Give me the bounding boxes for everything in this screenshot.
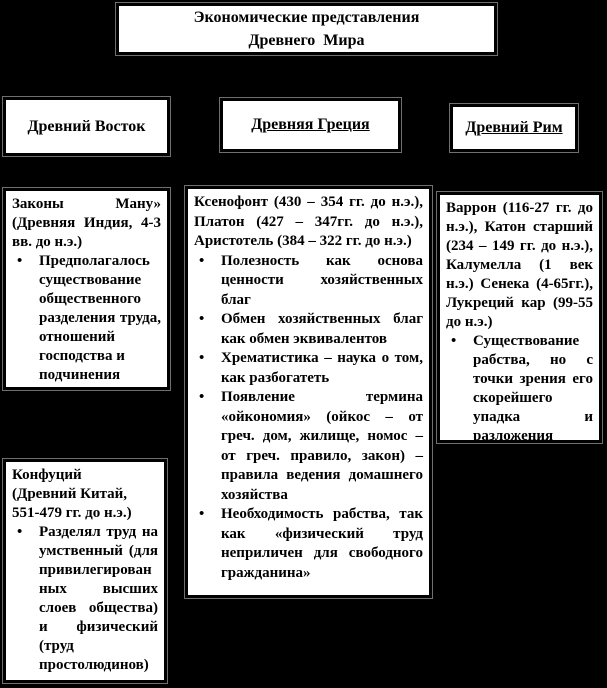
list-item bbox=[194, 349, 423, 388]
column-header-ancient-east bbox=[3, 97, 170, 156]
column-header-ancient-greece bbox=[220, 98, 401, 152]
bullet-marker: • bbox=[451, 333, 457, 349]
laws-of-manu-clipped-line: подчинения bbox=[39, 367, 121, 383]
diagram-title-box bbox=[116, 3, 497, 55]
list-item bbox=[194, 310, 423, 349]
bullet-marker: • bbox=[17, 253, 23, 269]
column-header-ancient-greece-label: Древняя Греция bbox=[251, 116, 370, 133]
list-item bbox=[194, 388, 423, 505]
list-item bbox=[446, 332, 593, 446]
diagram-title-line2: Древнего Мира bbox=[248, 32, 365, 49]
list-item bbox=[194, 505, 423, 583]
list-item bbox=[12, 252, 161, 383]
list-item bbox=[194, 252, 423, 311]
bullet-marker: • bbox=[199, 506, 205, 522]
greece-bullet-chrematistics: Хрематистика – наука о том, как разбогатеть bbox=[221, 350, 423, 386]
greece-bullet-slavery: Необходимость рабства, так как «физический труд неприличен для свободного гражданина» bbox=[221, 506, 423, 581]
rome-thinkers-heading: Варрон (116-27 гг. до н.э.), Катон старший (234 – 149 гг. до н.э.), Калумелла (1 век н.э.) Сенека (4-65гг.), Лукреций кар (99-55 до н.э.) bbox=[446, 200, 593, 330]
column-header-ancient-east-label: Древний Восток bbox=[27, 117, 146, 135]
bullet-marker: • bbox=[199, 389, 205, 405]
bullet-marker: • bbox=[199, 311, 205, 327]
confucius-heading: Конфуций (Древний Китай, 551-479 гг. до н.э.) bbox=[12, 467, 132, 521]
rome-bullet-slavery: Существование рабства, но с точки зрения его скорейшего упадка и разложения bbox=[473, 333, 593, 444]
bullet-marker: • bbox=[199, 350, 205, 366]
column-header-ancient-rome-label: Древний Рим bbox=[465, 119, 563, 136]
confucius-bullet-labour-division: Разделял труд на умственный (для привилегированных высших слоев общества) и физический (труд простолюдинов) bbox=[39, 524, 158, 673]
content-box-confucius bbox=[3, 459, 167, 683]
bullet-marker: • bbox=[199, 252, 205, 269]
greece-bullet-exchange: Обмен хозяйственных благ как обмен эквивалентов bbox=[221, 311, 423, 347]
laws-of-manu-heading: Законы Ману» (Древняя Индия, 4-3 вв. до н.э.) bbox=[12, 196, 161, 250]
laws-of-manu-bullet-text: Предполагалось существование общественного разделения труда, отношений господства и подчинения bbox=[39, 253, 161, 383]
greece-bullet-oikonomia: Появление термина «ойкономия» (ойкос – от греч. дом, жилище, номос – от греч. правило, закон) – правила ведения домашнего хозяйства bbox=[221, 389, 423, 503]
list-item bbox=[12, 523, 158, 675]
content-box-laws-of-manu bbox=[3, 188, 170, 390]
content-box-ancient-rome bbox=[437, 192, 602, 443]
greece-thinkers-heading: Ксенофонт (430 – 354 гг. до н.э.), Платон (427 – 347гг. до н.э.), Аристотель (384 – 322 гг. до н.э.) bbox=[194, 194, 423, 249]
bullet-marker: • bbox=[17, 524, 23, 540]
content-box-ancient-greece bbox=[185, 186, 432, 598]
greece-bullet-utility: Полезность как основа ценности хозяйственных благ bbox=[221, 252, 423, 308]
diagram-title-line1: Экономические представления bbox=[193, 9, 420, 26]
column-header-ancient-rome bbox=[450, 104, 578, 152]
